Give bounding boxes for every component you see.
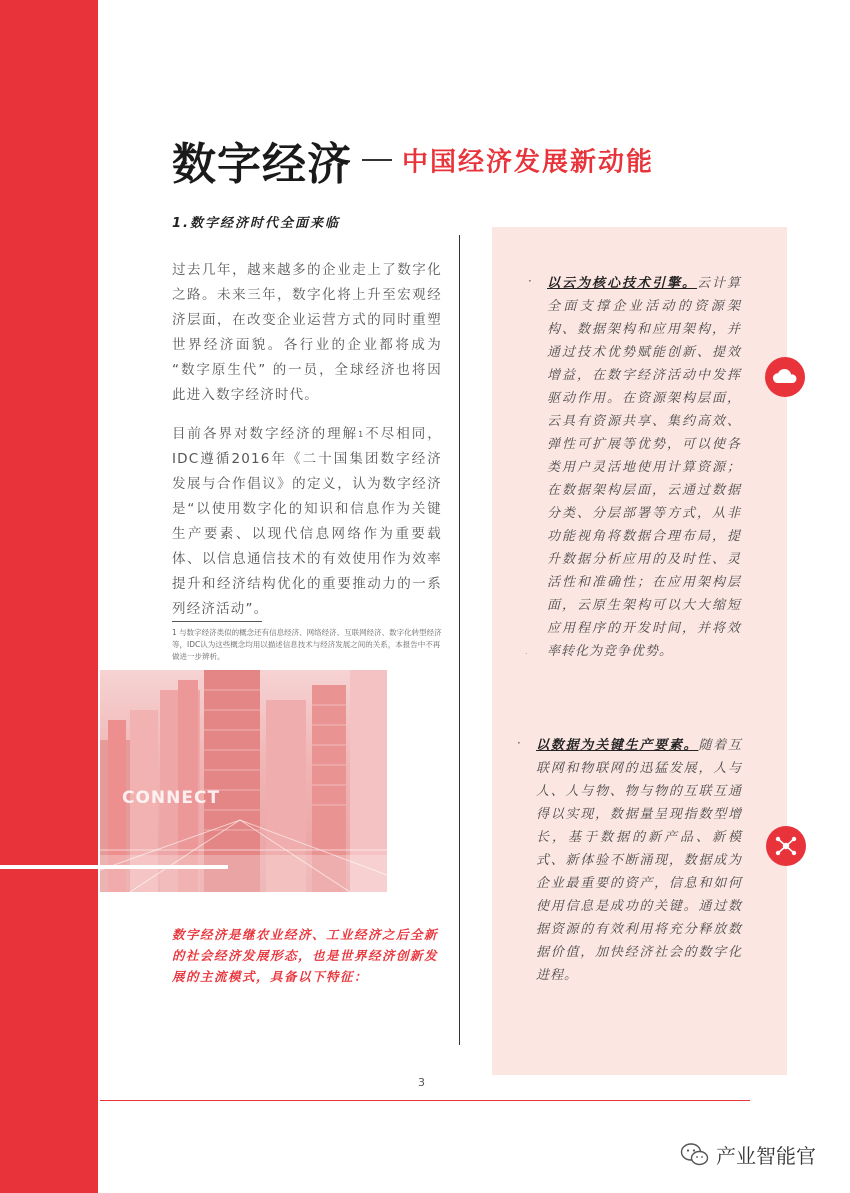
highlight-quote: 数字经济是继农业经济、工业经济之后全新的社会经济发展形态，也是世界经济创新发展的主流模式，具备以下特征： (172, 927, 439, 984)
page-title-main: 数字经济 (172, 139, 352, 190)
column-divider (459, 235, 460, 1045)
feature-cloud-lead: 以云为核心技术引擎。 (547, 276, 697, 291)
wechat-icon (680, 1142, 710, 1168)
connect-sign: CONNECT (122, 788, 221, 808)
section-heading: 1.数字经济时代全面来临 (172, 216, 340, 231)
wechat-watermark (680, 1140, 816, 1169)
city-photo (100, 670, 387, 892)
network-icon (766, 826, 806, 866)
feature-data-text: 随着互联网和物联网的迅猛发展，人与人、人与物、物与物的互联互通得以实现，数据量呈现指数型增长，基于数据的新产品、新模式、新体验不断涌现，数据成为企业最重要的资产，信息和如何使用信息是成功的关键。通过数据资源的有效利用将充分释放数据价值，加快经济社会的数字化进程。 (536, 738, 742, 983)
footnote-marker: 1 (358, 430, 365, 439)
white-accent-line (0, 865, 228, 869)
feature-cloud-text: 云计算全面支撑企业活动的资源架构、数据架构和应用架构，并通过技术优势赋能创新、提效增益，在数字经济活动中发挥驱动作用。在资源架构层面，云具有资源共享、集约高效、弹性可扩展等优势，可以使各类用户灵活地使用计算资源；在数据架构层面，云通过数据分类、分层部署等方式，从非功能视角将数据合理布局，提升数据分析应用的及时性、灵活性和准确性；在应用架构层面，云原生架构可以大大缩短应用程序的开发时间，并将效率转化为竞争优势。 (547, 276, 741, 659)
footnote: 1 与数字经济类似的概念还有信息经济、网络经济、互联网经济、数字化转型经济等，IDC认为这些概念均用以描述信息技术与经济发展之间的关系，本报告中不再做进一步辨析。 (172, 628, 442, 661)
definition-text-end: 不尽相同，IDC遵循2016年《二十国集团数字经济发展与合作倡议》的定义，认为数字经济是“以使用数字化的知识和信息作为关键生产要素、以现代信息网络作为重要载体、以信息通信技术的有效使用作为效率提升和经济结构优化的重要推动力的一系列经济活动”。 (172, 426, 442, 617)
definition-text-start: 目前各界对数字经济的理解 (172, 426, 359, 442)
feature-data (536, 734, 742, 987)
bullet-marker: · (517, 736, 521, 750)
footer-rule (100, 1100, 750, 1101)
feature-cloud (547, 272, 741, 663)
title-dash (362, 159, 392, 161)
intro-paragraph: 过去几年，越来越多的企业走上了数字化之路。未来三年，数字化将上升至宏观经济层面，在改变企业运营方式的同时重塑世界经济面貌。各行业的企业都将成为 “数字原生代” 的一员，全球经济也将因此进入数字经济时代。 (172, 262, 442, 403)
cloud-icon (765, 357, 805, 397)
stray-dot: . (525, 647, 528, 656)
definition-paragraph (172, 422, 442, 622)
left-red-band (0, 0, 98, 1193)
page-number: 3 (418, 1076, 425, 1089)
feature-data-lead: 以数据为关键生产要素。 (536, 738, 699, 753)
page-subtitle: 中国经济发展新动能 (402, 147, 655, 178)
brand-name: 产业智能官 (716, 1144, 816, 1168)
bullet-marker: · (528, 274, 532, 288)
footnote-rule (172, 621, 262, 622)
city-skyline-graphic (100, 670, 387, 892)
page-title (172, 128, 654, 192)
